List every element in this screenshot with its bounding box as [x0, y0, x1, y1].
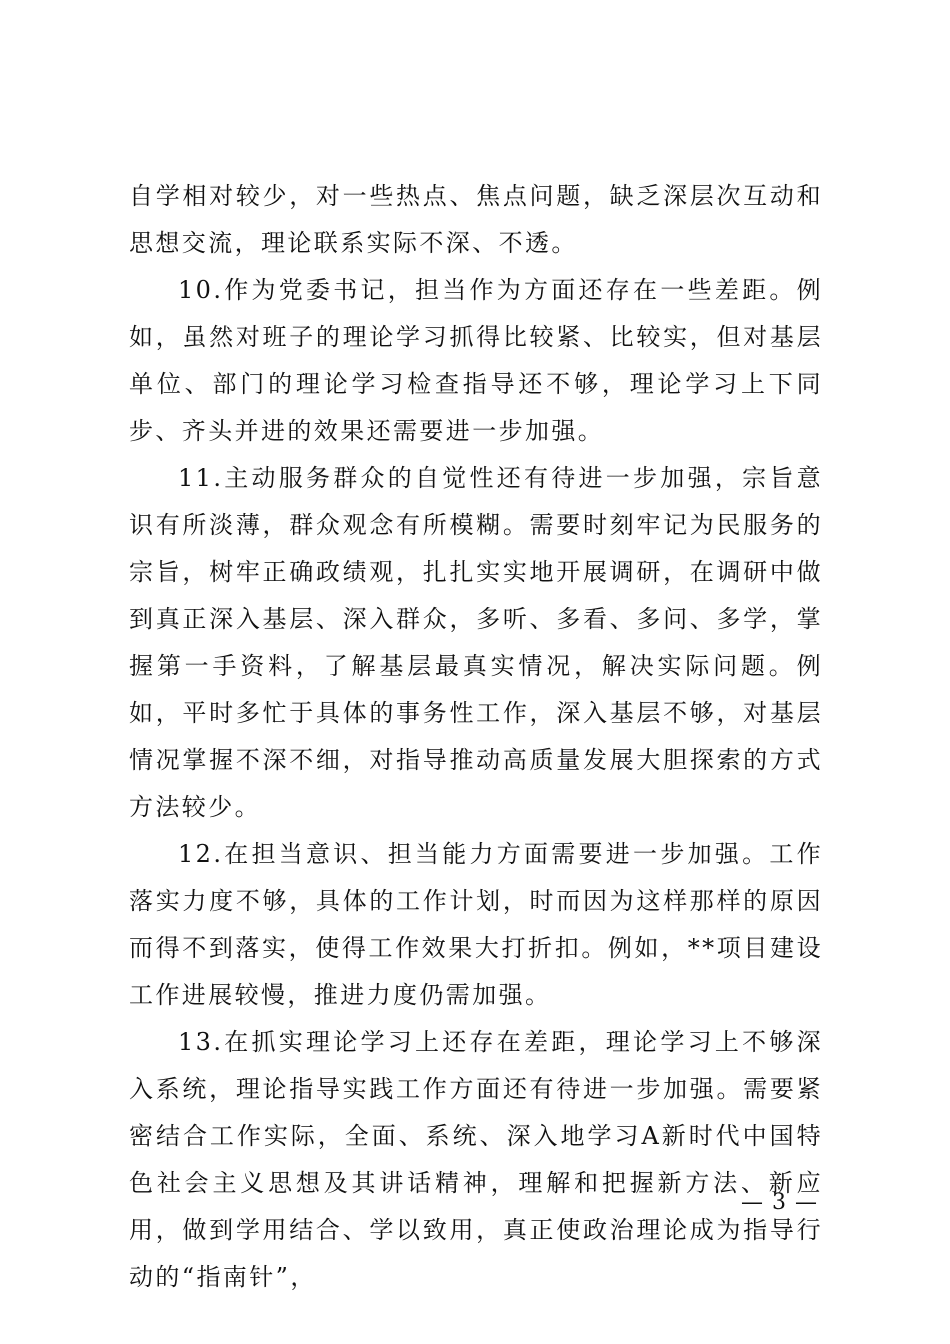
document-body [129, 173, 823, 1301]
page-number: — 3 — [741, 1190, 818, 1215]
paragraph-2: 10.作为党委书记，担当作为方面还存在一些差距。例如，虽然对班子的理论学习抓得比较紧、比较实，但对基层单位、部门的理论学习检查指导还不够，理论学习上下同步、齐头并进的效果还需要进一步加强。 [129, 276, 823, 445]
paragraph-3: 11.主动服务群众的自觉性还有待进一步加强，宗旨意识有所淡薄，群众观念有所模糊。需要时刻牢记为民服务的宗旨，树牢正确政绩观，扎扎实实地开展调研，在调研中做到真正深入基层、深入群众，多听、多看、多问、多学，掌握第一手资料，了解基层最真实情况，解决实际问题。例如，平时多忙于具体的事务性工作，深入基层不够，对基层情况掌握不深不细，对指导推动高质量发展大胆探索的方式方法较少。 [129, 464, 823, 821]
paragraph-4: 12.在担当意识、担当能力方面需要进一步加强。工作落实力度不够，具体的工作计划，时而因为这样那样的原因而得不到落实，使得工作效果大打折扣。例如，**项目建设工作进展较慢，推进力度仍需加强。 [129, 840, 823, 1009]
paragraph-5: 13.在抓实理论学习上还存在差距，理论学习上不够深入系统，理论指导实践工作方面还有待进一步加强。需要紧密结合工作实际，全面、系统、深入地学习A新时代中国特色社会主义思想及其讲话精神，理解和把握新方法、新应用，做到学用结合、学以致用，真正使政治理论成为指导行动的“指南针”， [129, 1028, 823, 1291]
paragraph-1: 自学相对较少，对一些热点、焦点问题，缺乏深层次互动和思想交流，理论联系实际不深、不透。 [129, 182, 823, 257]
